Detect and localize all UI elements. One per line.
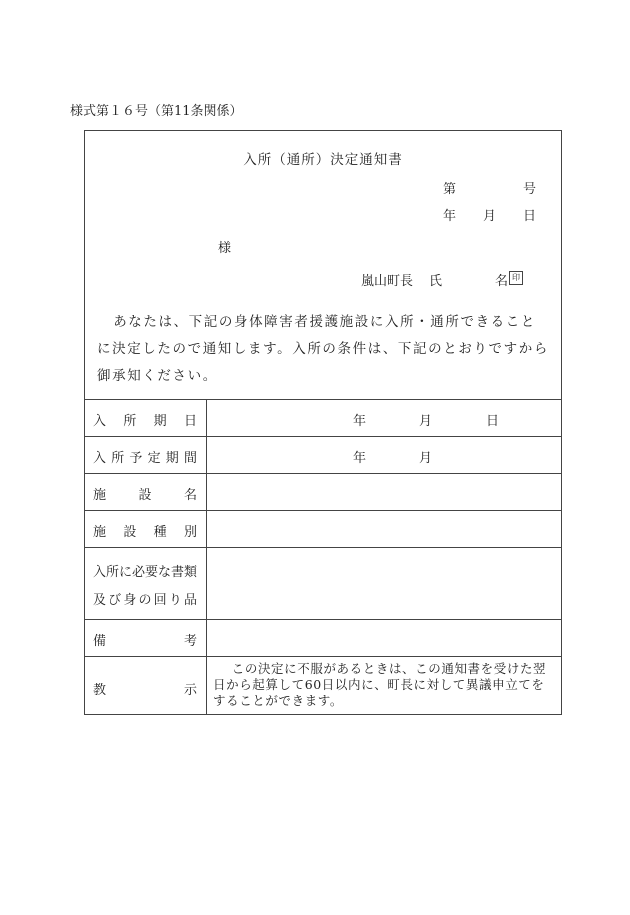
notice-form: [84, 130, 562, 715]
addressee-suffix: 様: [218, 241, 232, 256]
form-reference: 様式第１６号（第11条関係）: [70, 104, 243, 119]
issuer-mei: 名: [495, 274, 509, 289]
notice-body: あなたは、下記の身体障害者援護施設に入所・通所できることに決定したので通知します。入所の条件は、下記のとおりですから御承知ください。: [97, 314, 549, 384]
issuer-title: 嵐山町長: [361, 274, 414, 289]
divider: [85, 547, 561, 548]
column-divider: [206, 399, 207, 714]
period-year: 年: [353, 451, 367, 466]
date-month: 月: [483, 209, 497, 224]
divider: [85, 656, 561, 657]
divider: [85, 399, 561, 400]
divider: [85, 510, 561, 511]
date-day: 日: [523, 209, 537, 224]
instruction-text: この決定に不服があるときは、この通知書を受けた翌日から起算して60日以内に、町長に対して異議申立てをすることができます。: [213, 661, 547, 708]
divider: [85, 619, 561, 620]
admission-month: 月: [419, 414, 433, 429]
label-planned-period: 入所予定期間: [93, 451, 197, 466]
divider: [85, 473, 561, 474]
seal-icon: 印: [509, 271, 523, 285]
label-facility-type: 施設種別: [93, 525, 197, 540]
admission-day: 日: [486, 414, 500, 429]
divider: [85, 436, 561, 437]
label-facility-name: 施設名: [93, 488, 197, 503]
label-admission-date: 入所期日: [93, 414, 197, 429]
admission-year: 年: [353, 414, 367, 429]
seal-mark: [507, 270, 523, 285]
date-year: 年: [443, 209, 457, 224]
label-instruction: 教示: [93, 683, 197, 698]
issuer-shi: 氏: [429, 274, 443, 289]
number-dai: 第: [443, 182, 457, 197]
label-remarks: 備考: [93, 634, 197, 649]
label-documents-line2: 及び身の回り品: [93, 593, 197, 608]
period-month: 月: [419, 451, 433, 466]
document-title: 入所（通所）決定通知書: [243, 152, 403, 168]
label-documents-line1: 入所に必要な書類: [93, 565, 198, 580]
number-go: 号: [523, 182, 537, 197]
